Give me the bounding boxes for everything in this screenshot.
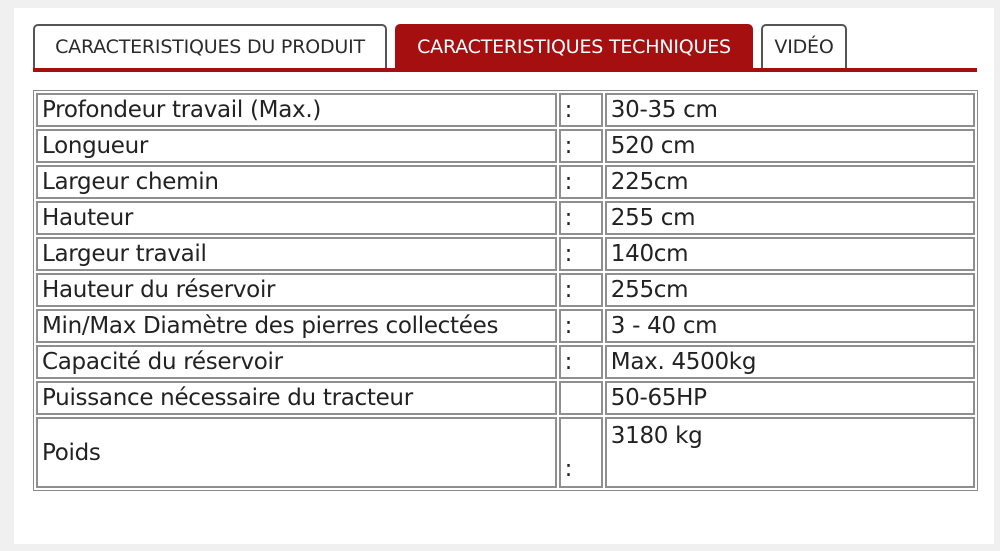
spec-value: 3180 kg bbox=[605, 417, 975, 488]
spec-label: Puissance nécessaire du tracteur bbox=[36, 381, 557, 415]
spec-label: Min/Max Diamètre des pierres collectées bbox=[36, 309, 557, 343]
spec-separator: : bbox=[559, 93, 603, 127]
tab-bar bbox=[33, 24, 977, 72]
spec-value: 225cm bbox=[605, 165, 975, 199]
spec-value: 50-65HP bbox=[605, 381, 975, 415]
spec-label: Hauteur du réservoir bbox=[36, 273, 557, 307]
spec-separator: : bbox=[559, 165, 603, 199]
spec-value: 140cm bbox=[605, 237, 975, 271]
spec-label: Profondeur travail (Max.) bbox=[36, 93, 557, 127]
spec-label: Largeur chemin bbox=[36, 165, 557, 199]
spec-label: Hauteur bbox=[36, 201, 557, 235]
tab-underline bbox=[33, 68, 977, 72]
spec-label: Capacité du réservoir bbox=[36, 345, 557, 379]
tab-technical-characteristics[interactable]: CARACTERISTIQUES TECHNIQUES bbox=[395, 24, 753, 68]
spec-table bbox=[33, 90, 978, 491]
table-row bbox=[36, 129, 975, 163]
table-row bbox=[36, 93, 975, 127]
table-row bbox=[36, 345, 975, 379]
table-row bbox=[36, 273, 975, 307]
spec-separator: : bbox=[559, 417, 603, 488]
spec-separator bbox=[559, 381, 603, 415]
spec-label: Largeur travail bbox=[36, 237, 557, 271]
spec-value: 3 - 40 cm bbox=[605, 309, 975, 343]
table-row bbox=[36, 309, 975, 343]
spec-value: 520 cm bbox=[605, 129, 975, 163]
table-row bbox=[36, 237, 975, 271]
spec-label: Longueur bbox=[36, 129, 557, 163]
spec-value: 30-35 cm bbox=[605, 93, 975, 127]
content-panel bbox=[14, 8, 994, 544]
spec-separator: : bbox=[559, 129, 603, 163]
table-row bbox=[36, 165, 975, 199]
spec-separator: : bbox=[559, 309, 603, 343]
tab-video[interactable]: VIDÉO bbox=[761, 24, 847, 68]
table-row bbox=[36, 417, 975, 488]
table-row bbox=[36, 381, 975, 415]
spec-label: Poids bbox=[36, 417, 557, 488]
spec-value: Max. 4500kg bbox=[605, 345, 975, 379]
table-row bbox=[36, 201, 975, 235]
spec-separator: : bbox=[559, 237, 603, 271]
spec-value: 255 cm bbox=[605, 201, 975, 235]
tab-product-characteristics[interactable]: CARACTERISTIQUES DU PRODUIT bbox=[33, 24, 387, 68]
spec-separator: : bbox=[559, 273, 603, 307]
spec-separator: : bbox=[559, 345, 603, 379]
spec-value: 255cm bbox=[605, 273, 975, 307]
spec-separator: : bbox=[559, 201, 603, 235]
